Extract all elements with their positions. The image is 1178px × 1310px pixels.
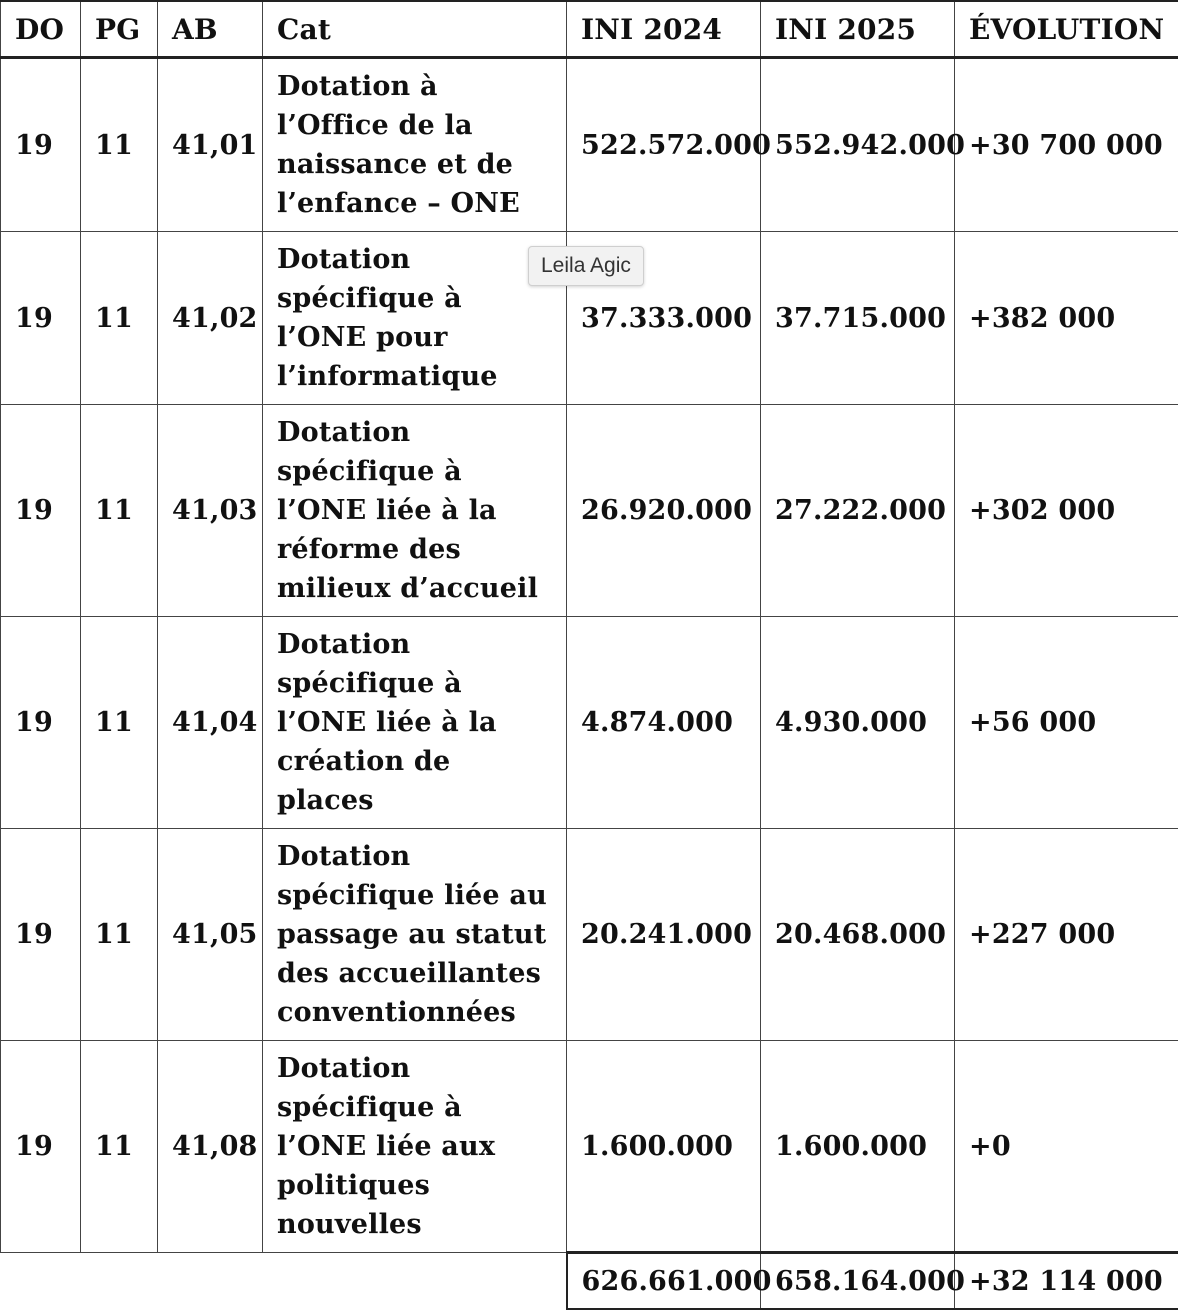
cell-evolution: +30 700 000 <box>955 58 1178 232</box>
total-evolution: +32 114 000 <box>955 1253 1178 1310</box>
table-header-row <box>1 1 1178 58</box>
cell-ab: 41,01 <box>158 58 263 232</box>
header-cat: Cat <box>263 1 567 58</box>
total-ini-2025: 658.164.000 <box>761 1253 955 1310</box>
cell-cat: Dotation spécifique à l’ONE liée à la réforme des milieux d’accueil <box>263 405 567 617</box>
cell-cat: Dotation spécifique à l’ONE pour l’informatique <box>263 232 567 405</box>
total-row <box>1 1253 1178 1310</box>
header-evolution: ÉVOLUTION <box>955 1 1178 58</box>
cell-ini-2024: 522.572.000 <box>567 58 761 232</box>
total-ini-2024: 626.661.000 <box>567 1253 761 1310</box>
cell-do: 19 <box>1 405 81 617</box>
cell-do: 19 <box>1 829 81 1041</box>
total-row-spacer <box>1 1253 567 1310</box>
cell-cat: Dotation spécifique liée au passage au statut des accueillantes conventionnées <box>263 829 567 1041</box>
cell-evolution: +56 000 <box>955 617 1178 829</box>
cell-ini-2024: 37.333.000 <box>567 232 761 405</box>
cell-evolution: +227 000 <box>955 829 1178 1041</box>
header-ab: AB <box>158 1 263 58</box>
cell-evolution: +0 <box>955 1041 1178 1253</box>
cell-pg: 11 <box>81 829 158 1041</box>
cell-ini-2024: 1.600.000 <box>567 1041 761 1253</box>
table-row <box>1 829 1178 1041</box>
cell-ab: 41,02 <box>158 232 263 405</box>
cell-ini-2025: 4.930.000 <box>761 617 955 829</box>
header-do: DO <box>1 1 81 58</box>
header-ini-2024: INI 2024 <box>567 1 761 58</box>
cell-do: 19 <box>1 1041 81 1253</box>
cell-evolution: +302 000 <box>955 405 1178 617</box>
header-pg: PG <box>81 1 158 58</box>
cell-cat: Dotation spécifique à l’ONE liée aux politiques nouvelles <box>263 1041 567 1253</box>
cell-ab: 41,04 <box>158 617 263 829</box>
cell-ini-2025: 552.942.000 <box>761 58 955 232</box>
cell-ab: 41,05 <box>158 829 263 1041</box>
cell-ini-2024: 4.874.000 <box>567 617 761 829</box>
cell-do: 19 <box>1 232 81 405</box>
cell-do: 19 <box>1 617 81 829</box>
cell-cat: Dotation spécifique à l’ONE liée à la création de places <box>263 617 567 829</box>
cell-evolution: +382 000 <box>955 232 1178 405</box>
cell-ab: 41,03 <box>158 405 263 617</box>
cell-ini-2025: 1.600.000 <box>761 1041 955 1253</box>
cell-ab: 41,08 <box>158 1041 263 1253</box>
cell-ini-2024: 20.241.000 <box>567 829 761 1041</box>
cell-pg: 11 <box>81 617 158 829</box>
cell-pg: 11 <box>81 405 158 617</box>
header-ini-2025: INI 2025 <box>761 1 955 58</box>
cell-pg: 11 <box>81 58 158 232</box>
cell-pg: 11 <box>81 1041 158 1253</box>
cell-ini-2024: 26.920.000 <box>567 405 761 617</box>
table-row <box>1 1041 1178 1253</box>
cell-ini-2025: 37.715.000 <box>761 232 955 405</box>
table-row <box>1 58 1178 232</box>
cell-do: 19 <box>1 58 81 232</box>
cell-ini-2025: 20.468.000 <box>761 829 955 1041</box>
cell-ini-2025: 27.222.000 <box>761 405 955 617</box>
cell-cat: Dotation à l’Office de la naissance et de l’enfance – ONE <box>263 58 567 232</box>
table-row <box>1 405 1178 617</box>
author-tooltip: Leila Agic <box>528 246 644 286</box>
cell-pg: 11 <box>81 232 158 405</box>
table-row <box>1 617 1178 829</box>
